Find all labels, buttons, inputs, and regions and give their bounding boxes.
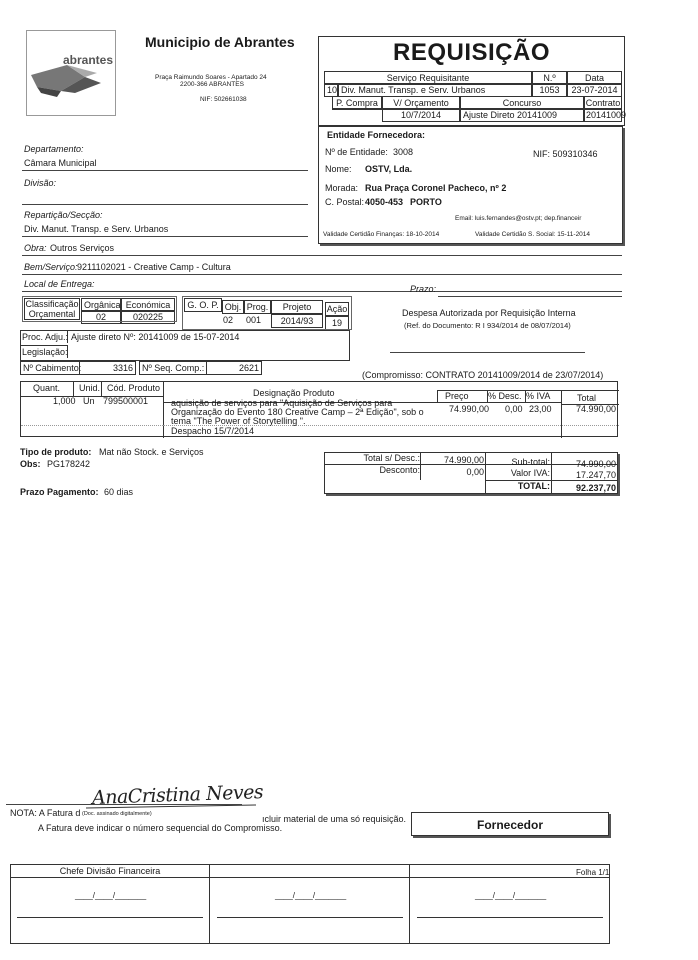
signatures-blank bbox=[211, 865, 411, 877]
classificacao-line-1: Classificação bbox=[25, 299, 79, 309]
departamento-line bbox=[22, 170, 308, 171]
obj-label: Obj. bbox=[222, 300, 244, 314]
date-field-3: ____/____/_______ bbox=[475, 891, 547, 900]
bem-value: 9211102021 - Creative Camp - Cultura bbox=[77, 262, 231, 272]
departamento-value: Câmara Municipal bbox=[24, 158, 97, 168]
supplier-heading: Entidade Fornecedora: bbox=[327, 130, 426, 140]
cabimento-label: Nº Cabimento: bbox=[20, 361, 80, 375]
classification-frame bbox=[22, 296, 177, 322]
document-title: REQUISIÇÃO bbox=[392, 39, 550, 66]
total-sdesc-value: 74.990,00 bbox=[443, 455, 484, 465]
proc-adju-value: Ajuste direto Nº: 20141009 de 15-07-2014 bbox=[71, 332, 240, 342]
pcompra-label: P. Compra bbox=[332, 96, 382, 110]
economica-label: Económica bbox=[121, 298, 175, 312]
reparticao-value: Div. Manut. Transp. e Serv. Urbanos bbox=[24, 224, 169, 234]
supplier-nif: NIF: 509310346 bbox=[533, 149, 598, 159]
signatures-box bbox=[10, 864, 610, 944]
tipo-label: Tipo de produto: bbox=[20, 447, 92, 457]
chefe-label: Chefe Divisão Financeira bbox=[59, 866, 161, 876]
bem-line bbox=[22, 274, 622, 275]
logo-box bbox=[26, 30, 116, 116]
row-unid: Un bbox=[83, 396, 95, 406]
row-designacao-1: aquisição de serviços para "Aquisição de Serviços para bbox=[171, 398, 393, 408]
cabimento-value: 3316 bbox=[80, 361, 136, 375]
obra-value: Outros Serviços bbox=[50, 243, 115, 253]
prazo-line bbox=[438, 296, 622, 297]
signatures-divider bbox=[409, 865, 410, 877]
col-divider bbox=[561, 390, 562, 438]
classificacao-line-2: Orçamental bbox=[28, 309, 76, 319]
signatures-divider bbox=[409, 877, 410, 943]
folha: Folha 1/1 bbox=[576, 868, 610, 877]
col-designacao-header: Designação Produto bbox=[253, 388, 335, 398]
acao-value: 19 bbox=[325, 316, 349, 330]
departamento-label: Departamento: bbox=[24, 144, 84, 154]
items-table bbox=[20, 381, 618, 437]
divisao-label: Divisão: bbox=[24, 178, 57, 188]
signatures-divider bbox=[209, 877, 210, 943]
row-desc: 0,00 bbox=[505, 404, 523, 414]
col-quant-header: Quant. bbox=[33, 383, 61, 393]
morada-label: Morada: bbox=[325, 183, 359, 193]
local-line bbox=[22, 291, 622, 292]
proc-signature-line bbox=[390, 352, 585, 353]
tipo-value: Mat não Stock. e Serviços bbox=[99, 447, 204, 457]
municipality-nif: NIF: 502661038 bbox=[200, 96, 247, 103]
col-iva-header: % IVA bbox=[526, 391, 551, 401]
col-unid-header: Unid. bbox=[79, 383, 101, 393]
logo-text: abrantes bbox=[63, 53, 114, 67]
n-value: 1053 bbox=[532, 83, 567, 97]
col-divider bbox=[437, 390, 438, 402]
col-divider bbox=[487, 390, 488, 402]
seq-label: Nº Seq. Comp.: bbox=[139, 361, 207, 375]
data-value: 23-07-2014 bbox=[567, 83, 622, 97]
nota-top-line bbox=[6, 804, 242, 805]
row-rule bbox=[21, 425, 163, 426]
prazo-pagamento-value: 60 dias bbox=[104, 487, 134, 497]
contrato-value: 20141009 bbox=[586, 110, 627, 120]
row-cod: 799500001 bbox=[103, 396, 149, 406]
morada-value: Rua Praça Coronel Pacheco, nº 2 bbox=[365, 183, 507, 193]
desconto-value: 0,00 bbox=[466, 467, 484, 477]
prog-label: Prog. bbox=[244, 300, 271, 314]
col-desc-header: % Desc. bbox=[488, 391, 522, 401]
signature-line bbox=[417, 917, 603, 918]
valor-iva-label: Valor IVA: bbox=[510, 468, 550, 478]
supplier-email: Email: luis.fernandes@ostv.pt; dep.financeir bbox=[455, 215, 582, 222]
authorization-ref: (Ref. do Documento: R I 934/2014 de 08/07/2014) bbox=[404, 321, 571, 330]
col-divider bbox=[163, 382, 164, 438]
col-divider bbox=[101, 382, 102, 396]
fornecedor-box bbox=[411, 812, 609, 836]
postal-label: C. Postal: bbox=[325, 197, 365, 207]
projeto-label: Projeto bbox=[271, 300, 323, 314]
total-value: 92.237,70 bbox=[575, 483, 616, 493]
col-divider bbox=[525, 390, 526, 402]
legislacao-label: Legislação: bbox=[22, 347, 68, 357]
municipality-name: Municipio de Abrantes bbox=[145, 34, 295, 50]
subtotal-label: Sub-total: bbox=[511, 457, 550, 467]
col-total-header: Total bbox=[577, 393, 597, 403]
nota-start: NOTA: A Fatura d bbox=[10, 808, 81, 818]
row-total: 74.990,00 bbox=[576, 404, 617, 414]
date-field-2: ____/____/_______ bbox=[275, 891, 347, 900]
data-label: Data bbox=[567, 71, 622, 85]
row-designacao-4: Despacho 15/7/2014 bbox=[171, 426, 255, 436]
row-designacao-3: tema "The Power of Storytelling ". bbox=[171, 416, 306, 426]
servico-code: 10 bbox=[324, 83, 338, 97]
acao-label: Ação bbox=[326, 304, 348, 314]
concurso-value: Ajuste Direto 20141009 bbox=[460, 108, 584, 122]
proc-adju-label: Proc. Adju.: bbox=[22, 332, 69, 342]
desconto-label: Desconto: bbox=[379, 465, 420, 475]
date-field-1: ____/____/_______ bbox=[75, 891, 147, 900]
obs-label: Obs: bbox=[20, 459, 41, 469]
nome-value: OSTV, Lda. bbox=[365, 164, 413, 174]
totals-divider bbox=[420, 452, 421, 480]
orcamento-label: V/ Orçamento bbox=[382, 96, 460, 110]
subtotal-value: 74.990,00 bbox=[575, 459, 616, 469]
entidade-value: 3008 bbox=[393, 147, 414, 157]
signatures-rule bbox=[11, 877, 609, 878]
servico-name: Div. Manut. Transp. e Serv. Urbanos bbox=[338, 83, 532, 97]
col-cod-header: Cód. Produto bbox=[107, 383, 161, 393]
concurso-label: Concurso bbox=[460, 96, 584, 110]
signatures-divider bbox=[209, 865, 210, 877]
prazo-label: Prazo: bbox=[410, 284, 437, 294]
col-divider bbox=[73, 382, 74, 396]
projeto-value: 2014/93 bbox=[271, 314, 323, 328]
gop-frame bbox=[182, 296, 352, 330]
organica-value: 02 bbox=[81, 310, 121, 324]
servico-label: Serviço Requisitante bbox=[324, 71, 532, 85]
entidade-label: Nº de Entidade: bbox=[325, 147, 388, 157]
divisao-line bbox=[22, 204, 308, 205]
bem-label: Bem/Serviço: bbox=[24, 262, 78, 272]
nota-line-2: A Fatura deve indicar o número sequencial do Compromisso. bbox=[38, 823, 283, 833]
reparticao-label: Repartição/Secção: bbox=[24, 210, 103, 220]
contrato-label: Contrato bbox=[585, 98, 621, 108]
validade-seg-social: Validade Certidão S. Social: 15-11-2014 bbox=[475, 231, 591, 238]
signature-line bbox=[217, 917, 403, 918]
signature: AnaCristina Neves bbox=[91, 781, 264, 809]
obra-line bbox=[22, 255, 622, 256]
signature-line bbox=[17, 917, 203, 918]
digital-stamp: (Doc. assinado digitalmente) bbox=[82, 811, 152, 817]
reparticao-line bbox=[22, 236, 308, 237]
orcamento-value: 10/7/2014 bbox=[382, 108, 460, 122]
postal-value: 4050-453 bbox=[365, 197, 404, 207]
total-label: TOTAL: bbox=[517, 481, 550, 491]
pcompra-value bbox=[332, 108, 382, 110]
row-quant: 1,000 bbox=[53, 396, 76, 406]
gop-label: G. O. P. bbox=[184, 298, 222, 312]
obra-label: Obra: bbox=[24, 243, 47, 253]
authorization-text: Despesa Autorizada por Requisição Interna bbox=[402, 308, 576, 318]
header-rule bbox=[437, 402, 561, 403]
header-rule bbox=[437, 390, 619, 391]
gop-value: 02 bbox=[223, 315, 234, 325]
organica-label: Orgânica bbox=[81, 298, 121, 312]
fornecedor-label: Fornecedor bbox=[476, 818, 543, 832]
municipality-address-1: Praça Raimundo Soares - Apartado 24 bbox=[155, 74, 267, 81]
n-label: N.º bbox=[532, 71, 567, 85]
local-label: Local de Entrega: bbox=[24, 279, 95, 289]
prazo-pagamento-label: Prazo Pagamento: bbox=[20, 487, 99, 497]
valor-iva-value: 17.247,70 bbox=[575, 470, 616, 480]
obj-value: 001 bbox=[246, 315, 262, 325]
col-preco-header: Preço bbox=[445, 391, 469, 401]
validade-financas: Validade Certidão Finanças: 18-10-2014 bbox=[323, 231, 440, 238]
obs-value: PG178242 bbox=[47, 459, 91, 469]
row-preco: 74.990,00 bbox=[449, 404, 490, 414]
abrantes-logo-icon bbox=[27, 31, 115, 115]
supplier-city: PORTO bbox=[410, 197, 442, 207]
nota-end: ıcluir material de uma só requisição. bbox=[262, 814, 407, 824]
compromisso-text: (Compromisso: CONTRATO 20141009/2014 de 23/07/2014) bbox=[362, 370, 604, 380]
municipality-address-2: 2200-366 ABRANTES bbox=[180, 81, 244, 88]
row-iva: 23,00 bbox=[529, 404, 552, 414]
total-sdesc-label: Total s/ Desc.: bbox=[363, 453, 420, 463]
supplier-box bbox=[318, 126, 623, 244]
economica-value: 020225 bbox=[121, 310, 175, 324]
row-designacao-2: Organização do Evento 180 Creative Camp – 2ª Edição", sob o bbox=[171, 407, 424, 417]
nome-label: Nome: bbox=[325, 164, 352, 174]
seq-value: 2621 bbox=[207, 361, 262, 375]
